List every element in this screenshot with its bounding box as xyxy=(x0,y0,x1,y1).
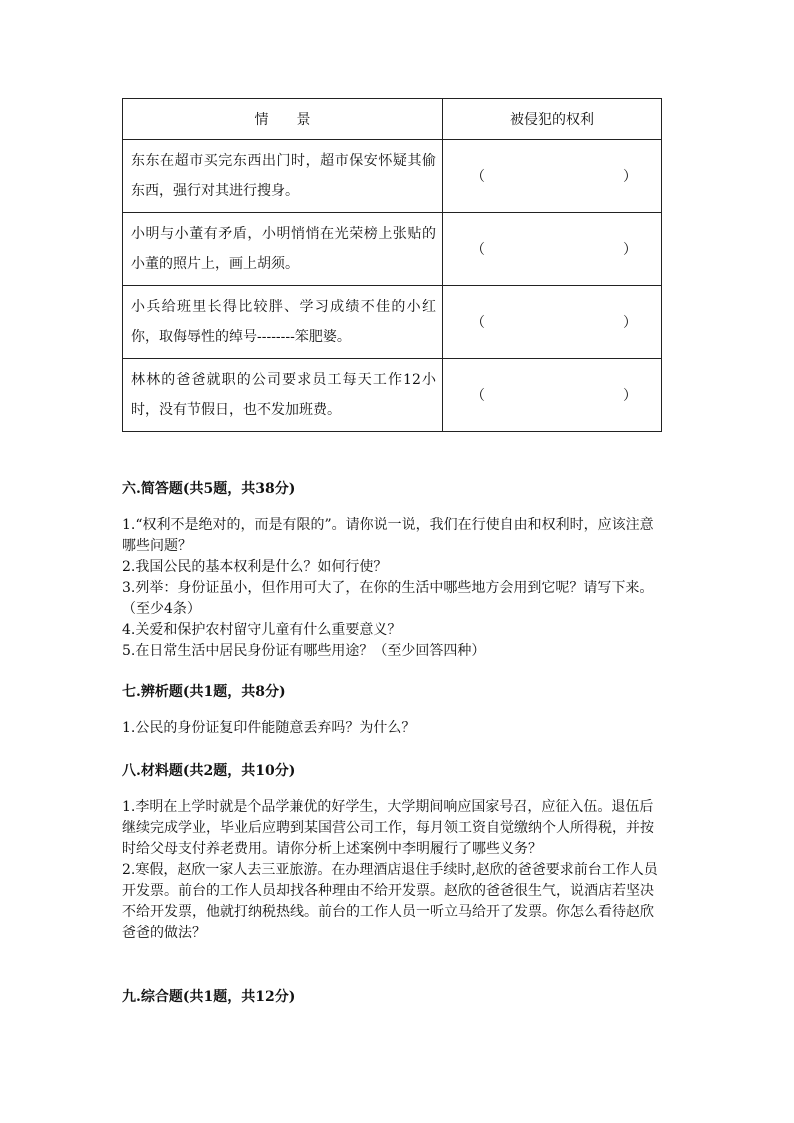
question-item: 5.在日常生活中居民身份证有哪些用途？（至少回答四种） xyxy=(122,643,486,659)
paren-close: ） xyxy=(623,315,637,331)
question-item: 1.“权利不是绝对的，而是有限的”。请你说一说，我们在行使自由和权利时，应该注意哪些问题？ xyxy=(122,517,654,554)
header-right: 被侵犯的权利 xyxy=(443,99,662,140)
section-7-questions xyxy=(122,718,662,739)
question-item: 2.我国公民的基本权利是什么？如何行使？ xyxy=(122,559,388,575)
answer-cell[interactable] xyxy=(443,140,662,213)
scene-cell: 林林的爸爸就职的公司要求员工每天工作12小时，没有节假日，也不发加班费。 xyxy=(123,359,443,432)
section-6-title: 六.简答题(共5题，共38分) xyxy=(122,481,296,497)
section-8-title: 八.材料题(共2题，共10分) xyxy=(122,763,296,779)
table-header-row xyxy=(123,99,662,140)
scene-cell: 小兵给班里长得比较胖、学习成绩不佳的小红你，取侮辱性的绰号--------笨肥婆。 xyxy=(123,286,443,359)
paren-close: ） xyxy=(623,242,637,258)
paren-open: （ xyxy=(471,388,485,404)
header-scene: 情 景 xyxy=(123,99,443,140)
question-item: 2.寒假，赵欣一家人去三亚旅游。在办理酒店退住手续时,赵欣的爸爸要求前台工作人员开发票。前台的工作人员却找各种理由不给开发票。赵欣的爸爸很生气，说酒店若坚决不给开发票，他就打纳税热线。前台的工作人员一听立马给开了发票。你怎么看待赵欣爸爸的做法？ xyxy=(122,862,658,941)
table-row xyxy=(123,213,662,286)
scene-cell: 东东在超市买完东西出门时，超市保安怀疑其偷东西，强行对其进行搜身。 xyxy=(123,140,443,213)
table-row xyxy=(123,286,662,359)
answer-cell[interactable] xyxy=(443,286,662,359)
scene-cell: 小明与小董有矛盾，小明悄悄在光荣榜上张贴的小董的照片上，画上胡须。 xyxy=(123,213,443,286)
section-6-questions xyxy=(122,515,662,662)
paren-open: （ xyxy=(471,242,485,258)
question-item: 1.公民的身份证复印件能随意丢弃吗？为什么？ xyxy=(122,720,416,736)
rights-table xyxy=(122,98,662,432)
paren-close: ） xyxy=(623,169,637,185)
section-9-title: 九.综合题(共1题，共12分) xyxy=(122,989,296,1005)
question-item: 3.列举：身份证虽小，但作用可大了，在你的生活中哪些地方会用到它呢？请写下来。（至少4条） xyxy=(122,580,654,617)
question-item: 4.关爱和保护农村留守儿童有什么重要意义？ xyxy=(122,622,402,638)
paren-open: （ xyxy=(471,315,485,331)
paren-open: （ xyxy=(471,169,485,185)
section-7-title: 七.辨析题(共1题，共8分) xyxy=(122,684,286,700)
table-row xyxy=(123,140,662,213)
section-8-questions xyxy=(122,797,662,944)
question-item: 1.李明在上学时就是个品学兼优的好学生，大学期间响应国家号召，应征入伍。退伍后继续完成学业，毕业后应聘到某国营公司工作，每月领工资自觉缴纳个人所得税，并按时给父母支付养老费用。请你分析上述案例中李明履行了哪些义务？ xyxy=(122,799,654,857)
answer-cell[interactable] xyxy=(443,213,662,286)
table-row xyxy=(123,359,662,432)
answer-cell[interactable] xyxy=(443,359,662,432)
paren-close: ） xyxy=(623,388,637,404)
